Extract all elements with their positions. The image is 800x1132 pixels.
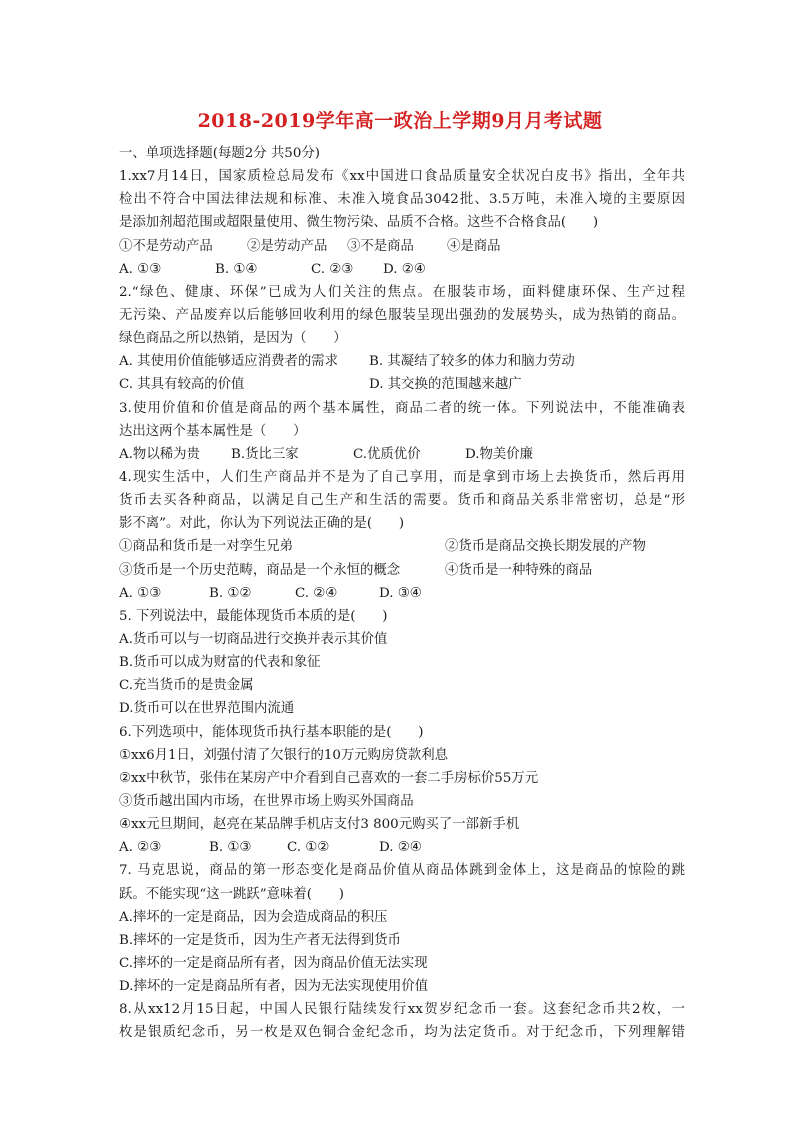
option-item: A. ①③ <box>119 261 162 277</box>
option-item: ①不是劳动产品 <box>119 238 213 254</box>
text-line: 5. 下列说法中，最能体现货币本质的是( ) <box>119 608 388 624</box>
option-item: A. ②③ <box>119 840 162 856</box>
text-line: D.货币可以在世界范围内流通 <box>119 701 295 717</box>
text-line: 无污染、产品废弃以后能够回收利用的绿色服装呈现出强劲的发展势头，成为热销的商品。 <box>119 307 685 323</box>
options-line <box>119 559 685 582</box>
text-line: ③货币越出国内市场，在世界市场上购买外国商品 <box>119 793 414 809</box>
text-line: 达出这两个基本属性是（ ） <box>119 423 307 439</box>
text-line: 是添加剂超范围或超限量使用、微生物污染、品质不合格。这些不合格食品( ) <box>119 215 599 231</box>
option-item: B. 其凝结了较多的体力和脑力劳动 <box>369 354 575 370</box>
text-line: A.货币可以与一切商品进行交换并表示其价值 <box>119 631 388 647</box>
text-line: B.摔坏的一定是货币，因为生产者无法得到货币 <box>119 932 401 948</box>
options-line <box>119 350 685 373</box>
option-item: A.物以稀为贵 <box>119 446 200 462</box>
option-item: D. ③④ <box>379 585 422 601</box>
text-line: 2.“绿色、健康、环保”已成为人们关注的焦点。在服装市场，面料健康环保、生产过程 <box>119 284 685 300</box>
option-item: ②是劳动产品 <box>247 238 328 254</box>
text-line: 7. 马克思说，商品的第一形态变化是商品价值从商品体跳到金体上，这是商品的惊险的跳 <box>119 863 685 879</box>
text-line: B.货币可以成为财富的代表和象征 <box>119 655 321 671</box>
option-item: C. ②④ <box>295 585 338 601</box>
option-item: ①商品和货币是一对孪生兄弟 <box>119 539 294 555</box>
text-line: 货币去买各种商品，以满足自己生产和生活的需要。货币和商品关系非常密切，总是“形 <box>119 493 685 509</box>
options-line <box>119 258 685 281</box>
option-item: C.优质优价 <box>353 446 421 462</box>
options-line <box>119 836 685 859</box>
option-item: A. ①③ <box>119 585 162 601</box>
option-item: ④是商品 <box>447 238 501 254</box>
text-line: D.摔坏的一定是商品所有者，因为无法实现使用价值 <box>119 979 429 995</box>
option-item: C. 其具有较高的价值 <box>119 377 245 393</box>
options-line <box>119 373 685 396</box>
text-line: 枚是银质纪念币，另一枚是双色铜合金纪念币，均为法定货币。对于纪念币，下列理解错 <box>119 1025 685 1041</box>
text-line: 绿色商品之所以热销，是因为（ ） <box>119 331 347 347</box>
option-item: B. ①② <box>209 585 252 601</box>
option-item: B.货比三家 <box>231 446 299 462</box>
option-item: D. ②④ <box>379 840 422 856</box>
text-line: 4.现实生活中，人们生产商品并不是为了自己享用，而是拿到市场上去换货币，然后再用 <box>119 469 685 485</box>
text-line: 跃。不能实现“这一跳跃”意味着( ) <box>119 886 344 902</box>
options-line <box>119 582 685 605</box>
options-line <box>119 535 685 558</box>
text-line: 6.下列选项中，能体现货币执行基本职能的是( ) <box>119 724 424 740</box>
text-line: 检出不符合中国法律法规和标准、未准入境食品3042批、3.5万吨，未准入境的主要原因 <box>119 192 685 208</box>
option-item: ③货币是一个历史范畴，商品是一个永恒的概念 <box>119 562 401 578</box>
text-line: A.摔坏的一定是商品，因为会造成商品的积压 <box>119 909 388 925</box>
options-line <box>119 235 685 258</box>
options-line <box>119 443 685 466</box>
option-item: B. ①④ <box>215 261 258 277</box>
option-item: D. 其交换的范围越来越广 <box>369 377 522 393</box>
option-item: D. ②④ <box>383 261 426 277</box>
option-item: ③不是商品 <box>347 238 414 254</box>
option-item: ④货币是一种特殊的商品 <box>445 562 593 578</box>
text-line: 8.从xx12月15日起，中国人民银行陆续发行xx贺岁纪念币一套。这套纪念币共2枚，一 <box>119 1002 685 1018</box>
text-line: ①xx6月1日，刘强付清了欠银行的10万元购房贷款利息 <box>119 747 448 763</box>
exam-body <box>119 142 685 1044</box>
text-line: 影不离”。对此，你认为下列说法正确的是( ) <box>119 516 405 532</box>
option-item: C. ①② <box>287 840 330 856</box>
option-item: D.物美价廉 <box>465 446 534 462</box>
option-item: B. ①③ <box>209 840 252 856</box>
exam-title: 2018-2019学年高一政治上学期9月月考试题 <box>197 110 603 132</box>
text-line: ④xx元旦期间，赵亮在某品牌手机店支付3 800元购买了一部新手机 <box>119 817 520 833</box>
text-line: C.摔坏的一定是商品所有者，因为商品价值无法实现 <box>119 955 428 971</box>
option-item: C. ②③ <box>311 261 354 277</box>
section-heading: 一、单项选择题(每题2分 共50分) <box>119 146 320 161</box>
text-line: 1.xx7月14日，国家质检总局发布《xx中国进口食品质量安全状况白皮书》指出，全年共 <box>119 169 685 185</box>
text-line: C.充当货币的是贵金属 <box>119 678 254 694</box>
text-line: 3.使用价值和价值是商品的两个基本属性，商品二者的统一体。下列说法中，不能准确表 <box>119 400 685 416</box>
option-item: ②货币是商品交换长期发展的产物 <box>445 539 646 555</box>
option-item: A. 其使用价值能够适应消费者的需求 <box>119 354 339 370</box>
text-line: ②xx中秋节，张伟在某房产中介看到自己喜欢的一套二手房标价55万元 <box>119 770 539 786</box>
